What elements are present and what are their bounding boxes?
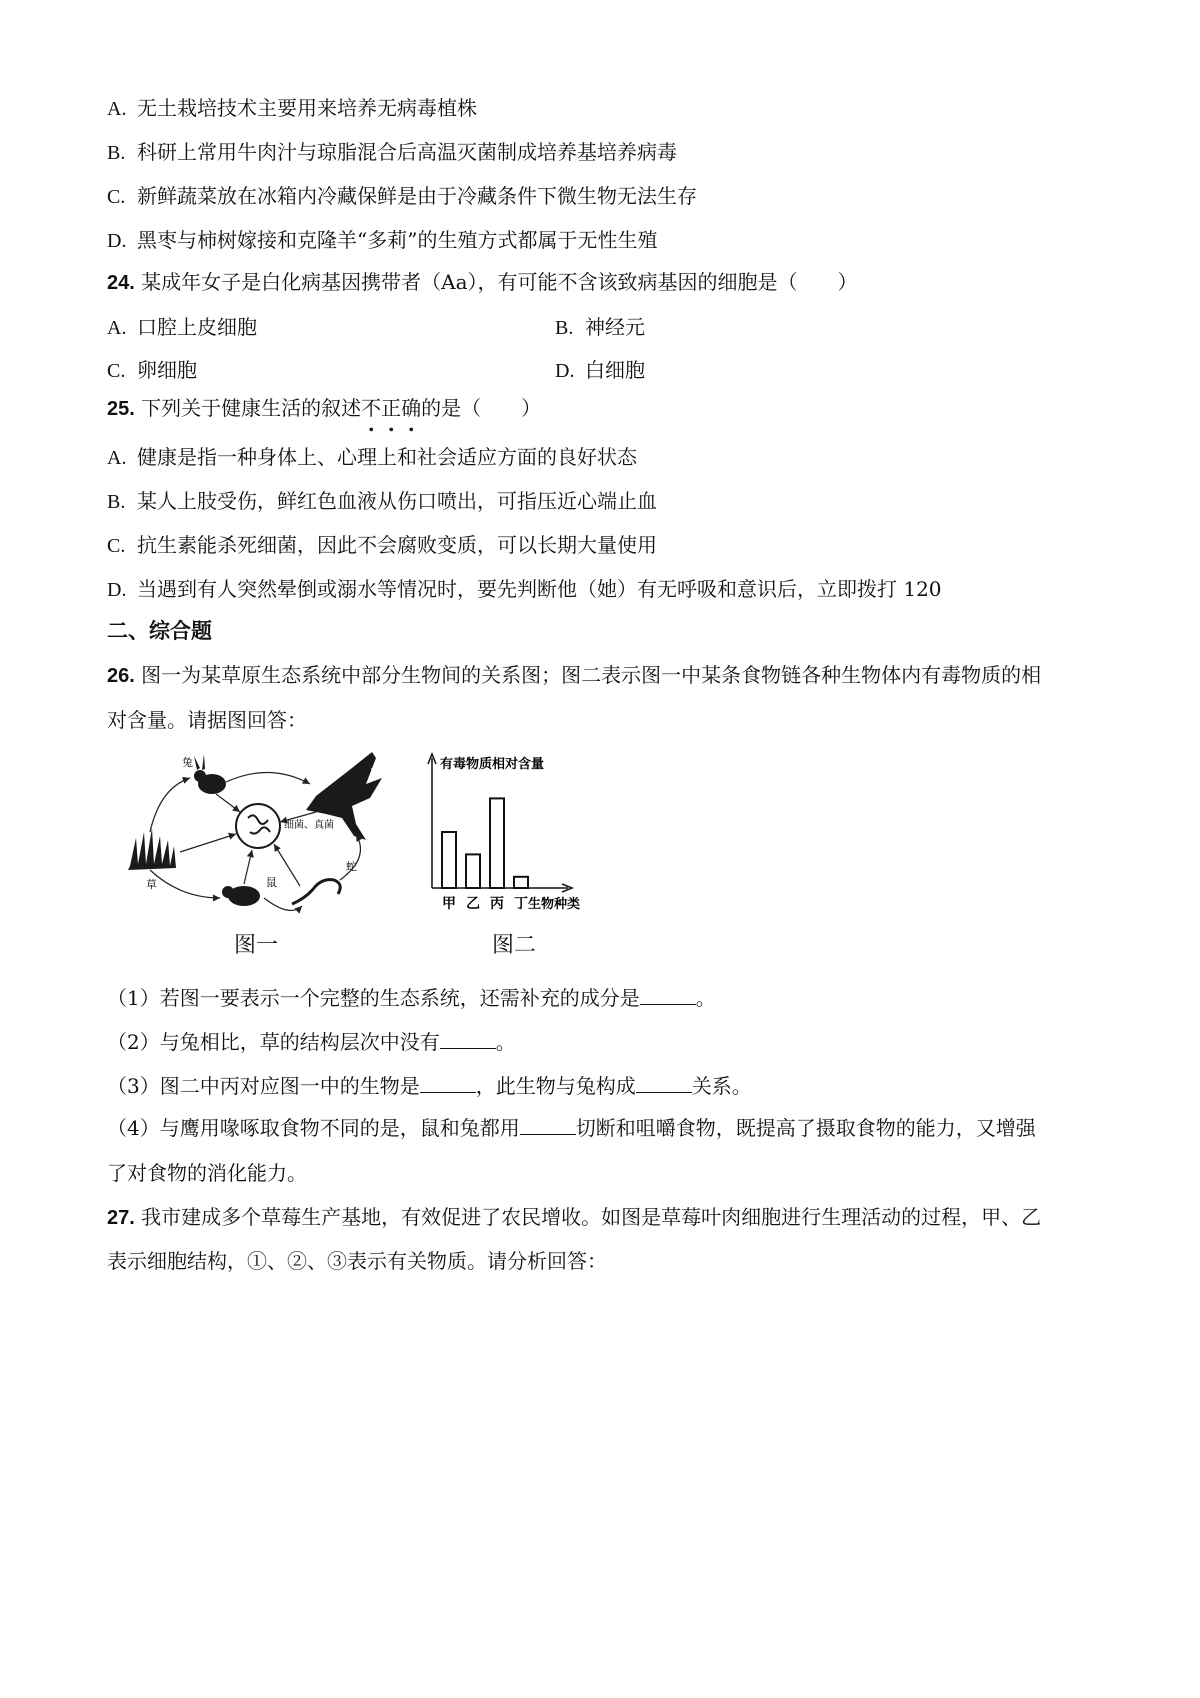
answer-blank[interactable] (636, 1074, 692, 1093)
sub-question-text: （1）若图一要表示一个完整的生态系统，还需补充的成分是 (107, 986, 640, 1010)
x-tick-label: 丙 (490, 896, 504, 912)
q23-option-b (107, 138, 677, 167)
emphasis-char: 正 (381, 396, 402, 420)
x-tick-label: 甲 (442, 896, 456, 912)
option-letter: A. (107, 98, 127, 120)
hawk-label: 鹰 (370, 768, 380, 779)
sub-question-text: （4）与鹰用喙啄取食物不同的是，鼠和兔都用 (107, 1116, 520, 1140)
answer-blank[interactable] (520, 1116, 576, 1135)
option-text: 当遇到有人突然晕倒或溺水等情况时，要先判断他（她）有无呼吸和意识后，立即拨打 120 (137, 577, 942, 601)
y-axis-label: 有毒物质相对含量 (440, 757, 545, 772)
q24-option-a (107, 313, 257, 342)
sub-question-text: （2）与兔相比，草的结构层次中没有 (107, 1030, 440, 1054)
bar-丁 (514, 877, 528, 888)
option-text: 口腔上皮细胞 (137, 315, 257, 339)
option-letter: B. (555, 317, 574, 339)
option-letter: B. (107, 142, 126, 164)
option-letter: C. (107, 535, 126, 557)
mouse-label: 鼠 (266, 876, 277, 889)
question-text: 图一为某草原生态系统中部分生物间的关系图；图二表示图一中某条食物链各种生物体内有毒物质的相 (141, 663, 1042, 687)
q26-sub4-line2: 了对食物的消化能力。 (107, 1161, 307, 1185)
question-number: 27. (107, 1207, 135, 1229)
bar-series (442, 798, 528, 888)
question-text-after: 的是（ ） (421, 396, 542, 420)
grass-label: 草 (146, 878, 157, 891)
option-text: 某人上肢受伤，鲜红色血液从伤口喷出，可指压近心端止血 (137, 489, 657, 513)
q24-option-d (555, 356, 645, 385)
sub-question-end: 。 (695, 986, 716, 1010)
question-text-before: 下列关于健康生活的叙述 (141, 396, 362, 420)
sub-question-text: ，此生物与兔构成 (475, 1074, 636, 1098)
option-letter: A. (107, 317, 127, 339)
option-text: 健康是指一种身体上、心理上和社会适应方面的良好状态 (137, 445, 637, 469)
emphasis-char: 确 (401, 396, 422, 420)
q24-option-c (107, 356, 197, 385)
x-tick-labels (442, 896, 528, 912)
option-letter: D. (107, 579, 127, 601)
q25-option-d (107, 575, 942, 604)
grass-icon (128, 828, 176, 891)
bar-甲 (442, 832, 456, 888)
bar-丙 (490, 798, 504, 888)
q23-option-d (107, 226, 657, 255)
q23-option-c (107, 182, 697, 211)
q25-stem (107, 394, 541, 423)
option-text: 新鲜蔬菜放在冰箱内冷藏保鲜是由于冷藏条件下微生物无法生存 (137, 184, 697, 208)
answer-blank[interactable] (440, 1030, 496, 1049)
q27-stem-line1 (107, 1203, 1041, 1232)
figure1-caption: 图一 (234, 933, 279, 958)
q26-sub1 (107, 984, 716, 1012)
option-text: 科研上常用牛肉汁与琼脂混合后高温灭菌制成培养基培养病毒 (137, 140, 677, 164)
option-letter: C. (107, 360, 126, 382)
option-letter: D. (107, 230, 127, 252)
question-number: 25. (107, 398, 135, 420)
option-text: 卵细胞 (137, 358, 197, 382)
q26-stem-line1 (107, 661, 1041, 690)
q24-stem (107, 268, 858, 297)
option-text: 无土栽培技术主要用来培养无病毒植株 (137, 96, 477, 120)
question-text: 我市建成多个草莓生产基地，有效促进了农民增收。如图是草莓叶肉细胞进行生理活动的过程，甲、乙 (141, 1205, 1042, 1229)
sub-question-text: （3）图二中丙对应图一中的生物是 (107, 1074, 420, 1098)
q26-sub2 (107, 1028, 516, 1056)
option-letter: B. (107, 491, 126, 513)
q25-option-c (107, 531, 657, 560)
x-tick-label: 乙 (466, 896, 480, 912)
option-text: 抗生素能杀死细菌，因此不会腐败变质，可以长期大量使用 (137, 533, 657, 557)
q26-stem-line2: 对含量。请据图回答： (107, 708, 307, 732)
rabbit-label: 兔 (182, 756, 193, 769)
x-tick-label: 丁 (514, 896, 528, 912)
question-number: 26. (107, 665, 135, 687)
bar-乙 (466, 854, 480, 888)
snake-icon (292, 859, 357, 904)
option-letter: C. (107, 186, 126, 208)
option-letter: A. (107, 447, 127, 469)
q24-option-b (555, 313, 645, 342)
option-text: 神经元 (585, 315, 645, 339)
q26-sub3 (107, 1072, 752, 1100)
q26-sub4 (107, 1114, 1036, 1142)
q27-stem-line2: 表示细胞结构，①、②、③表示有关物质。请分析回答： (107, 1249, 607, 1273)
sub-question-end: 关系。 (691, 1074, 752, 1098)
ecosystem-diagram (120, 748, 420, 920)
toxin-bar-chart (418, 748, 598, 916)
rabbit-icon (182, 754, 226, 794)
question-text: 某成年女子是白化病基因携带者（Aa），有可能不含该致病基因的细胞是（ ） (141, 270, 858, 294)
option-letter: D. (555, 360, 575, 382)
q23-option-a (107, 94, 477, 123)
sub-question-end: 。 (495, 1030, 516, 1054)
decomposer-label: 细菌、真菌 (284, 820, 334, 831)
q25-option-b (107, 487, 657, 516)
answer-blank[interactable] (420, 1074, 476, 1093)
figure2-caption: 图二 (492, 933, 537, 958)
x-axis-label: 生物种类 (528, 897, 581, 912)
emphasis-char: 不 (361, 396, 382, 420)
section-heading: 二、综合题 (107, 619, 212, 643)
question-number: 24. (107, 272, 135, 294)
answer-blank[interactable] (640, 986, 696, 1005)
option-text: 白细胞 (585, 358, 645, 382)
sub-question-text: 切断和咀嚼食物，既提高了摄取食物的能力，又增强 (575, 1116, 1036, 1140)
q25-option-a (107, 443, 637, 472)
snake-label: 蛇 (346, 860, 357, 873)
option-text: 黑枣与柿树嫁接和克隆羊“多莉”的生殖方式都属于无性生殖 (137, 228, 658, 252)
